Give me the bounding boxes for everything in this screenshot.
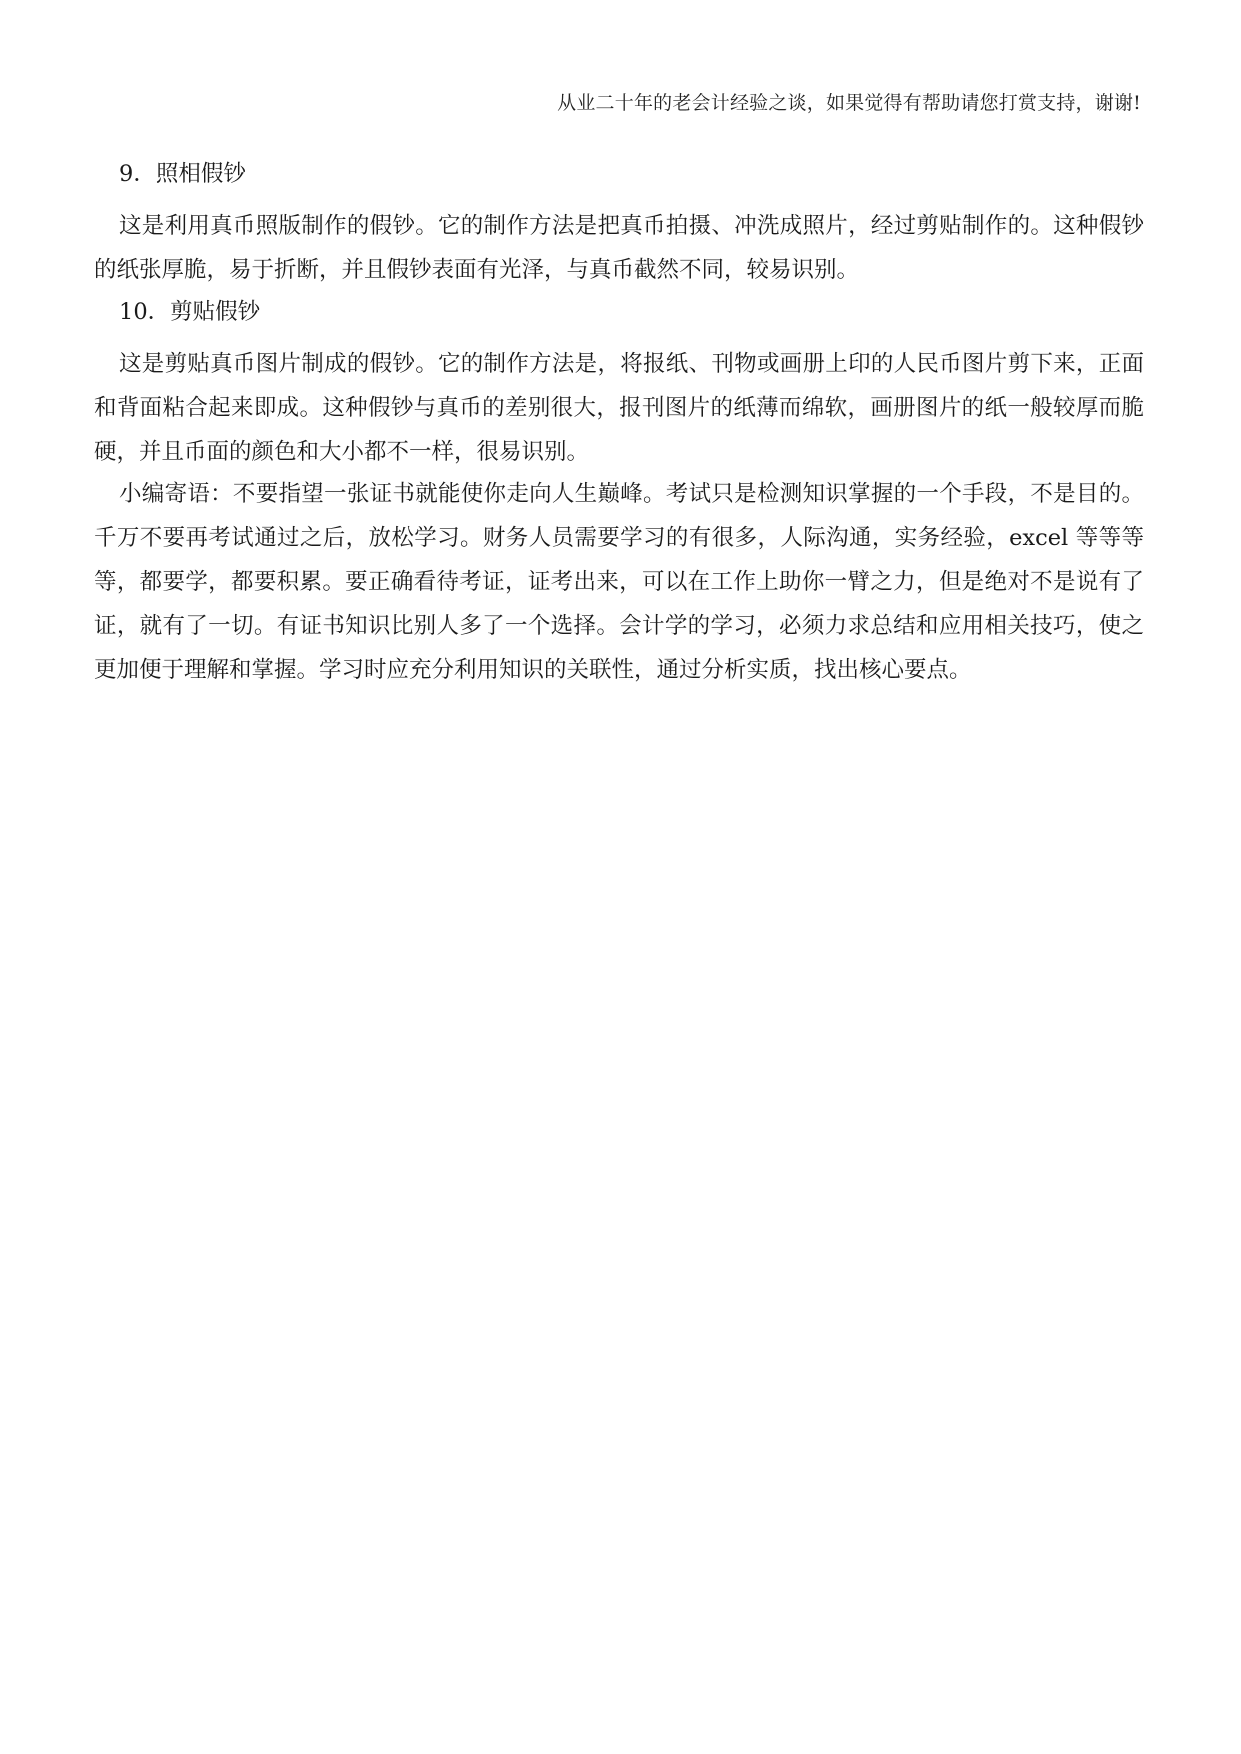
section-paragraph-collage-counterfeit: 这是剪贴真币图片制成的假钞。它的制作方法是，将报纸、刊物或画册上印的人民币图片剪下来，正面和背面粘合起来即成。这种假钞与真币的差别很大，报刊图片的纸薄而绵软，画册图片的纸一般较厚而脆硬，并且币面的颜色和大小都不一样，很易识别。 xyxy=(94,351,1144,465)
section-heading-collage-counterfeit: 10．剪贴假钞 xyxy=(119,299,261,325)
section-heading-photo-counterfeit: 9．照相假钞 xyxy=(119,161,246,187)
header-note: 从业二十年的老会计经验之谈，如果觉得有帮助请您打赏支持，谢谢! xyxy=(557,92,1141,114)
document-body xyxy=(94,160,1144,698)
editor-closing-note: 小编寄语：不要指望一张证书就能使你走向人生巅峰。考试只是检测知识掌握的一个手段，不是目的。千万不要再考试通过之后，放松学习。财务人员需要学习的有很多，人际沟通，实务经验，excel 等等等等，都要学，都要积累。要正确看待考证，证考出来，可以在工作上助你一臂之力，但是绝对不是说有了证，就有了一切。有证书知识比别人多了一个选择。会计学的学习，必须力求总结和应用相关技巧，使之更加便于理解和掌握。学习时应充分利用知识的关联性，通过分析实质，找出核心要点。 xyxy=(94,481,1144,683)
section-paragraph-photo-counterfeit: 这是利用真币照版制作的假钞。它的制作方法是把真币拍摄、冲洗成照片，经过剪贴制作的。这种假钞的纸张厚脆，易于折断，并且假钞表面有光泽，与真币截然不同，较易识别。 xyxy=(94,213,1144,283)
